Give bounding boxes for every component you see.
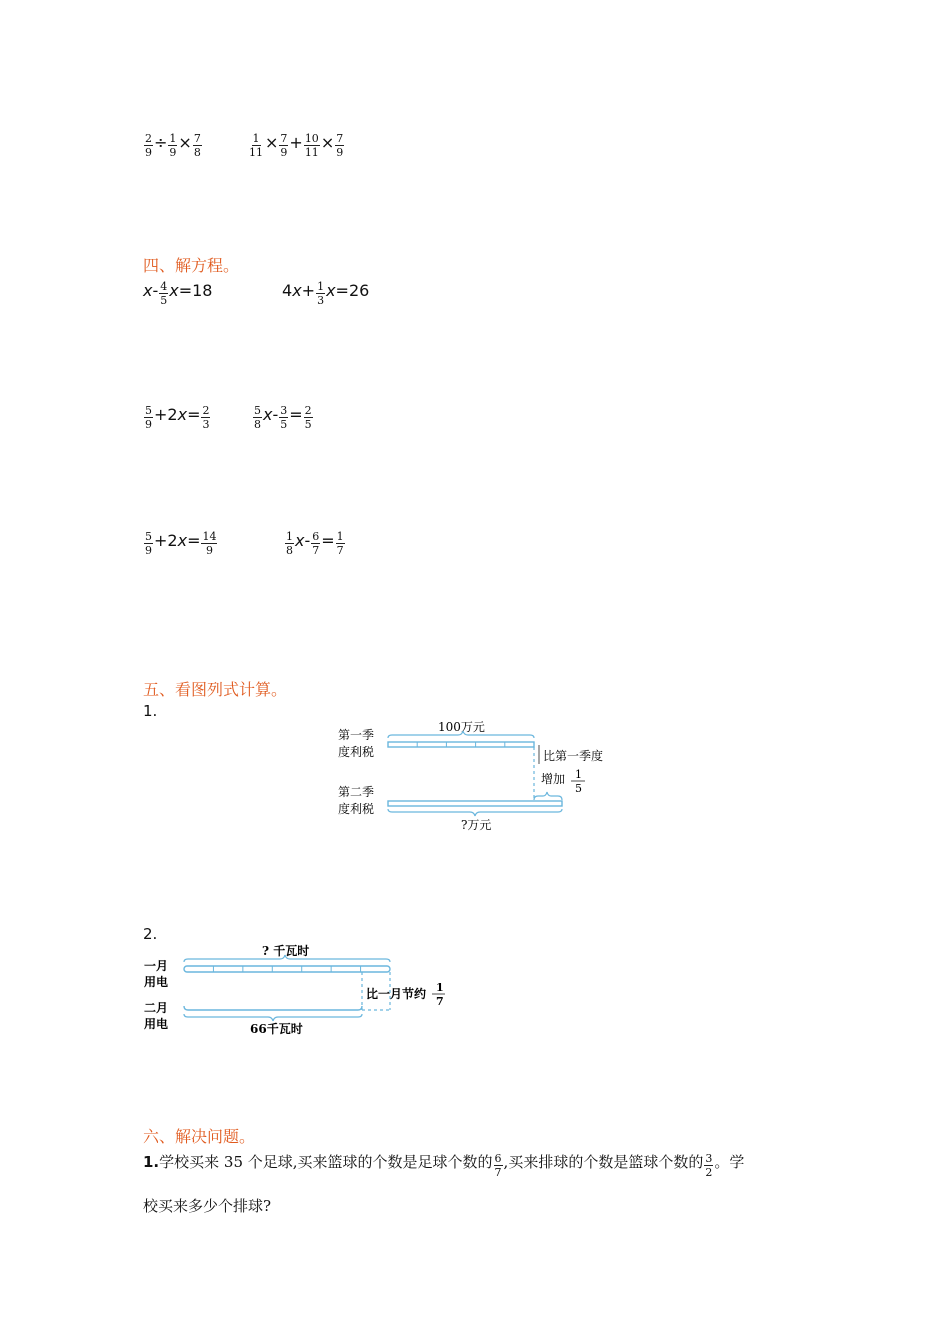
row2-label-a: 第二季 bbox=[338, 785, 375, 799]
fraction: $\frac{2}{3}$ bbox=[202, 404, 210, 431]
diagram-electricity bbox=[140, 940, 460, 1040]
side-text-a: 比第一季度 bbox=[543, 749, 604, 763]
top-value-label: 100万元 bbox=[438, 720, 485, 734]
row1-label-b: 度利税 bbox=[338, 745, 375, 759]
side-text: 比一月节约 bbox=[366, 987, 427, 1001]
bar-quarter-1 bbox=[388, 742, 534, 747]
bar-month-1-ticks bbox=[213, 966, 360, 972]
fraction: $\frac{2}{5}$ bbox=[304, 404, 312, 431]
top-value-label: ? 千瓦时 bbox=[262, 944, 310, 958]
side-text-b: 增加 bbox=[541, 772, 566, 786]
row2-label-a: 二月 bbox=[144, 1001, 169, 1015]
fraction: $\frac{1}{9}$ bbox=[169, 132, 177, 159]
side-frac-denominator: 5 bbox=[575, 782, 582, 795]
section-5-heading: 五、看图列式计算。 bbox=[143, 680, 288, 699]
bar-month-2 bbox=[184, 1006, 362, 1010]
side-frac-numerator: 1 bbox=[436, 981, 444, 994]
fraction: $\frac{7}{8}$ bbox=[193, 132, 201, 159]
fraction: $\frac{1}{11}$ bbox=[249, 132, 263, 159]
bottom-brace bbox=[388, 809, 562, 816]
fraction: 4 5 bbox=[160, 280, 168, 307]
question-2-number: 2. bbox=[143, 925, 158, 943]
bar-month-1 bbox=[184, 966, 390, 972]
fraction: $\frac{6}{7}$ bbox=[312, 530, 320, 557]
equation-5: 5 9 +2 x = $\frac{14}{9}$ bbox=[145, 530, 217, 557]
bar-quarter-2 bbox=[388, 801, 562, 806]
fraction: $\frac{14}{9}$ bbox=[202, 530, 217, 557]
fraction: $\frac{7}{9}$ bbox=[336, 132, 344, 159]
row1-label-b: 用电 bbox=[144, 975, 169, 989]
equation-4: 5 8 x - $\frac{3}{5}$ = $\frac{2}{5}$ bbox=[254, 404, 312, 431]
bar-quarter-1-ticks bbox=[417, 742, 505, 747]
section-4-heading: 四、解方程。 bbox=[143, 256, 240, 275]
equation-6: 1 8 x - $\frac{6}{7}$ = $\frac{1}{7}$ bbox=[286, 530, 344, 557]
side-frac-numerator: 1 bbox=[575, 768, 582, 781]
fraction: $\frac{3}{5}$ bbox=[280, 404, 288, 431]
diagram-quarter-tax bbox=[330, 716, 620, 840]
bottom-brace bbox=[184, 1014, 362, 1021]
expression-2: $\frac{1}{11}$ × $\frac{7}{9}$ + $\frac{10}{11}$ × $\frac{7}{9}$ bbox=[249, 132, 344, 159]
increase-brace bbox=[534, 792, 562, 800]
fraction: 5 9 bbox=[145, 404, 152, 431]
fraction: 3 2 bbox=[705, 1152, 713, 1179]
section-6-heading: 六、解决问题。 bbox=[143, 1127, 256, 1146]
bottom-value-label: ?万元 bbox=[461, 818, 492, 832]
row1-label-a: 第一季 bbox=[338, 728, 375, 742]
fraction: 1 8 bbox=[286, 530, 293, 557]
fraction: $\frac{7}{9}$ bbox=[280, 132, 288, 159]
row1-label-a: 一月 bbox=[144, 959, 169, 973]
problem-1: 1. 学校买来 35 个足球,买来篮球的个数是足球个数的 6 7 ,买来排球的个数是篮球个数的 3 2 。学 bbox=[143, 1152, 745, 1179]
bottom-value-label: 66千瓦时 bbox=[250, 1022, 303, 1036]
fraction: $\frac{10}{11}$ bbox=[304, 132, 319, 159]
fraction: $\frac{2}{9}$ bbox=[145, 132, 152, 159]
fraction: $\frac{1}{7}$ bbox=[336, 530, 344, 557]
side-frac-denominator: 7 bbox=[436, 995, 444, 1008]
equation-2: 4 x + $\frac{1}{3}$ x=26 bbox=[282, 280, 370, 307]
equation-3: 5 9 +2 x = $\frac{2}{3}$ bbox=[145, 404, 210, 431]
fraction: 5 8 bbox=[254, 404, 261, 431]
row2-label-b: 度利税 bbox=[338, 802, 375, 816]
fraction: 5 9 bbox=[145, 530, 152, 557]
fraction: 6 7 bbox=[494, 1152, 502, 1179]
row2-label-b: 用电 bbox=[144, 1017, 169, 1031]
fraction: $\frac{1}{3}$ bbox=[317, 280, 325, 307]
equation-1: x - 4 5 x=18 bbox=[143, 280, 213, 307]
problem-1-line-2: 校买来多少个排球? bbox=[143, 1197, 272, 1215]
expression-1: $\frac{2}{9}$ ÷ $\frac{1}{9}$ × $\frac{7}{8}$ bbox=[145, 132, 201, 159]
question-1-number: 1. bbox=[143, 702, 158, 720]
